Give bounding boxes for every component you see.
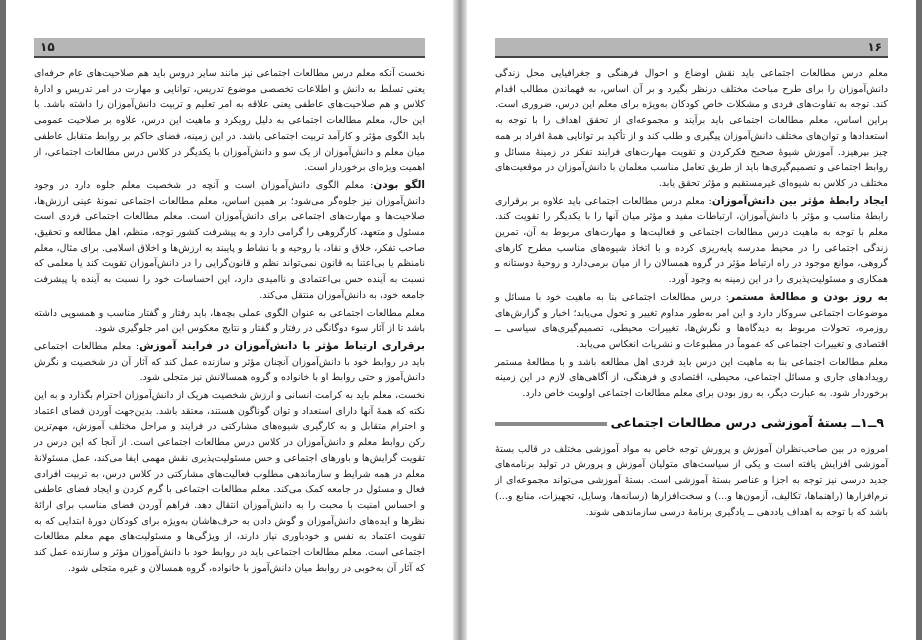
left-paragraph-5: نخست، معلم باید به کرامت انسانی و ارزش شخصیت هریک از دانش‌آموزان احترام بگذارد و به این نکته که همهٔ آنها دارای استعداد و توان گوناگون هستند، معتقد باشد. بدین‌جهت آوردن فضای اعتماد و احترام متقابل و به کارگیری شیوه‌های مشارکتی در فرایند و مراحل مختلف آموزش، مهم‌ترین رکن روابط معلم و دانش‌آموزان در کلاس درس مطالعات اجتماعی است. از آنجا که این درس در تقویت گرایش‌ها و باورهای اجتماعی و حس مسئولیت‌پذیری نقش مهمی ایفا می‌کند، عمل مسئولانهٔ معلم در همه شرایط و سازماندهی مطلوب فعالیت‌های مشارکتی در کلاس درس، به تربیت افرادی فعال و مسئول در جامعه کمک می‌کند. معلم مطالعات اجتماعی با گرم کردن و ایجاد فضای عاطفی و احساس امنیت با محبت را به دانش‌آموزان انتقال دهد. فراهم آوردن فضای مناسب برای ارائهٔ نظرها و ایده‌های دانش‌آموزان و گوش دادن به حرف‌هاشان به‌ویژه برای کودکان دورهٔ ابتدایی که به تقویت اعتماد به نفس و خودباوری نیاز دارند، از ویژگی‌ها و مسئولیت‌های مهم معلم مطالعات اجتماعی است. معلم مطالعات اجتماعی باید در روابط خود با دانش‌آموزان مؤثر و سازنده عمل کند که آثار آن به‌خوبی در روابط میان دانش‌آموز با خانواده، گروه همسالان و غیره متجلی شود.: [34, 390, 425, 574]
left-page-number: ۱۵: [40, 40, 55, 54]
section-heading: [495, 412, 888, 434]
book-gutter: [453, 0, 467, 640]
section-heading-title: ۹ــ۱ــ بستهٔ آموزشی درس مطالعات اجتماعی: [607, 412, 888, 434]
left-paragraph-3: معلم مطالعات اجتماعی به عنوان الگوی عملی بچه‌ها، باید رفتار و گفتار مناسب و همسویی داشته باشد تا از آثار سوء دوگانگی در رفتار و گفتار و نتایج معکوس این امر جلوگیری شود.: [34, 307, 425, 335]
right-paragraph-4: معلم مطالعات اجتماعی بنا به ماهیت این درس باید فردی اهل مطالعه باشد و با مطالعهٔ مستمر رویدادهای جاری و مسائل اجتماعی، محیطی، اقتصادی و فرهنگی، از آگاهی‌های لازم در این زمینه برخوردار شود. به عبارت دیگر، به روز بودن برای معلم مطالعات اجتماعی اولویت خاص دارد.: [495, 356, 888, 400]
left-page: [6, 0, 453, 640]
student-relations-text: : معلم درس مطالعات اجتماعی باید علاوه بر برقراری رابطهٔ مناسب و مؤثر با دانش‌آموزان، ارتباطات مفید و مؤثر میان آنها را با یکدیگر را تقویت کند. معلم با توجه به ماهیت درس مطالعات اجتماعی و فعالیت‌ها و مهارت‌های مربوط به آن، تمرین زندگی اجتماعی را در محیط مدرسه پایه‌ریزی کرده و با اتخاذ شیوه‌های مناسب مطرح کارهای گروهی، موانع موجود در راه ارتباط مؤثر در گروه همسالان را از میان برمی‌دارد و روحیهٔ دوستانه و همکاری و مسئولیت‌پذیری را در این زمینه به وجود آورد.: [495, 195, 888, 286]
left-paragraph-1: نخست آنکه معلم درس مطالعات اجتماعی نیز مانند سایر دروس باید هم صلاحیت‌های عام حرفه‌ای یعنی تسلط به دانش و اطلاعات تخصصی موضوع تدریس، توانایی و مهارت در امر تدریس و ادارهٔ کلاس و هم صلاحیت‌های عاطفی یعنی علاقه به امر تعلیم و تربیت دانش‌آموزان را داشته باشد. با این حال، معلم مطالعات اجتماعی به دلیل رویکرد و ماهیت این درس، علاوه بر صلاحیت عمومی باید الگوی مؤثر و کارآمد تربیت اجتماعی باشد. در این زمینه، فضای حاکم بر روابط متقابل عاطفی میان معلم و دانش‌آموزان از یک سو و دانش‌آموزان با یکدیگر در کلاس درس مطالعات اجتماعی، از اهمیت ویژه‌ای برخوردار است.: [34, 68, 425, 174]
role-model-heading: الگو بودن: [373, 178, 425, 191]
left-paragraph-2: [34, 178, 425, 304]
left-page-body: [34, 66, 425, 579]
right-header-bar: [495, 38, 888, 58]
right-paragraph-1: معلم درس مطالعات اجتماعی باید نقش اوضاع و احوال فرهنگی و جغرافیایی محل زندگی دانش‌آموزان را برای طرح مباحث مختلف درنظر بگیرد و بر آن اساس، به فهماندن مطالب اقدام کند. توجه به تفاوت‌های فردی و مشکلات خاص کودکان به‌ویژه برای معلم این درس، ضروری است. براین اساس، معلم مطالعات اجتماعی باید برآیند و مجموعه‌ای از تحقق اهداف را با توجه به استعدادها و توان‌های مختلف دانش‌آموزان پیگیری و طلب کند و از تأکید بر توانایی همهٔ افراد بر همه چیز بپرهیزد. آموزش شیوهٔ صحیح فکرکردن و تقویت مهارت‌های فرایند تفکر در زمینهٔ مسائل و روابط اجتماعی و تصمیم‌گیری‌ها باید از طریق تعامل مناسب معلمان با دانش‌آموزان در موقعیت‌های مختلف در کلاس به شیوه‌ای غیرمستقیم و مؤثر تحقق یابد.: [495, 68, 888, 189]
up-to-date-heading: به روز بودن و مطالعهٔ مستمر: [729, 290, 888, 303]
right-page: [467, 0, 916, 640]
left-header-bar: [34, 38, 425, 58]
right-page-body: [495, 66, 888, 522]
role-model-text: : معلم الگوی دانش‌آموزان است و آنچه در شخصیت معلم جلوه دارد در وجود دانش‌آموزان نیز جلوه‌گر می‌شود؛ بر همین اساس، معلم مطالعات اجتماعی نمونهٔ عینی ارزش‌ها، صلاحیت‌ها و مهارت‌های اجتماعی برای دانش‌آموزان است. معلم مطالعات اجتماعی فردی است مسئول و متعهد، کارگروهی را گرامی دارد و به پیشرفت کشور توجه، منظم، اهل مطالعه و تحقیق، صاحب تفکر، خلاق و نقاد، با روحیه و با نشاط و پایبند به ارزش‌ها و اخلاق اسلامی. برای مثال، معلم نامنظم یا بی‌اعتنا به قانون نمی‌تواند نظم و قانون‌گرایی را در دانش‌آموزان تقویت کند یا معلمی که نسبت به آینده حس بی‌اعتمادی و ناامیدی دارد، این احساسات خود را نسبت به آینده یا پیشرفت جامعه خود، به دانش‌آموزان منتقل می‌کند.: [34, 179, 425, 301]
right-paragraph-5: امروزه در بین صاحب‌نظران آموزش و پرورش توجه خاص به مواد آموزشی مختلف در قالب بستهٔ آموزشی افزایش یافته است و یکی از سیاست‌های متولیان آموزش و پرورش در تولید برنامه‌های جدید درسی نیز توجه به اجزا و عناصر بستهٔ آموزشی است. بستهٔ آموزشی می‌تواند مجموعه‌ای از نرم‌افزارها (راهنماها، تکالیف، آزمون‌ها و...) و سخت‌افزارها (رسانه‌ها، وسایل، تجهیزات، منابع و...) باشد که با توجه به اهداف یاددهی ــ یادگیری برنامهٔ درسی سازماندهی شوند.: [495, 443, 888, 518]
effective-communication-heading: برقراری ارتباط مؤثر با دانش‌آموزان در فرایند آموزش: [139, 339, 425, 352]
up-to-date-text: : درس مطالعات اجتماعی بنا به ماهیت خود با مسائل و موضوعات اجتماعی سروکار دارد و این امر به‌طور مداوم تغییر و تحول می‌یابد؛ اخبار و گزارش‌های روزمره، تحولات مربوط به دیدگاه‌ها و نگرش‌ها، تغییرات محیطی، تصمیم‌گیری‌های سیاسی ــ اقتصادی و تغییرات اجتماعی که عموماً در مطبوعات و نشریات انعکاس می‌یابد.: [495, 291, 888, 350]
right-paragraph-2: [495, 194, 888, 288]
right-page-number: ۱۶: [867, 40, 882, 54]
effective-communication-text: : معلم مطالعات اجتماعی باید در روابط خود با دانش‌آموزان آنچنان مؤثر و سازنده عمل کند که آثار آن در شخصیت و نگرش دانش‌آموز و حتی روابط او با خانواده و گروه همسالانش نیز متجلی شود.: [34, 340, 425, 384]
student-relations-heading: ایجاد رابطهٔ مؤثر بین دانش‌آموزان: [711, 194, 888, 207]
left-paragraph-4: [34, 339, 425, 386]
right-paragraph-3: [495, 290, 888, 353]
